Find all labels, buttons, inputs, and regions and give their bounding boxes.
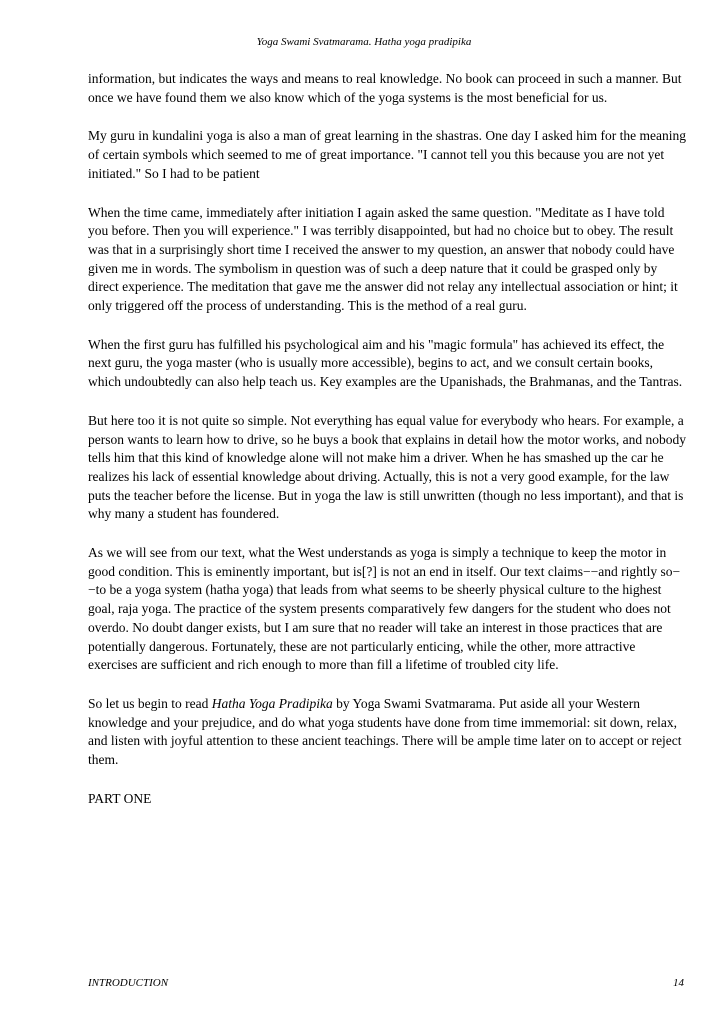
paragraph: My guru in kundalini yoga is also a man of great learning in the shastras. One day I asked him for the meaning of certain symbols which seemed to me of great importance. "I cannot tell you this because you are not yet initiated." So I had to be patient: [88, 128, 686, 181]
book-title: Hatha Yoga Pradipika: [211, 695, 333, 711]
paragraph: When the first guru has fulfilled his psychological aim and his "magic formula" has achieved its effect, the next guru, the yoga master (who is usually more accessible), begins to act, and we consult certain books, which undoubtedly can also help teach us. Key examples are the Upanishads, the Brahmanas, and the Tantras.: [88, 336, 683, 390]
closing-paragraph: [88, 695, 688, 770]
body-text: [88, 70, 688, 829]
running-header: Yoga Swami Svatmarama. Hatha yoga pradipika: [256, 36, 472, 48]
closing-text-after: by Yoga Swami Svatmarama. Put aside all your Western knowledge and your prejudice, and do what yoga students have done from time immemorial: sit down, relax, and listen with joyful attention to these ancient teachings. There will be ample time later on to accept or reject them.: [88, 695, 682, 768]
paragraph: information, but indicates the ways and means to real knowledge. No book can proceed in such a manner. But once we have found them we also know which of the yoga systems is the most beneficial for us.: [88, 71, 682, 105]
paragraph: When the time came, immediately after initiation I again asked the same question. "Meditate as I have told you before. Then you will experience." I was terribly disappointed, but had no choice but to obey. The result was that in a surprisingly short time I received the answer to my question, an answer that nobody could have given me in words. The symbolism in question was of such a deep nature that it could be grasped only by direct experience. The meditation that gave me the answer did not relay any intellectual association or hint; it only triggered off the process of understanding. This is the method of a real guru.: [88, 204, 678, 314]
closing-text-before: So let us begin to read: [88, 695, 212, 711]
paragraph: But here too it is not quite so simple. Not everything has equal value for everybody who hears. For example, a person wants to learn how to drive, so he buys a book that explains in detail how the motor works, and nobody tells him that this kind of knowledge alone will not make him a driver. When he has smashed up the car he realizes his lack of essential knowledge about driving. Actually, this is not a very good example, for the law puts the teacher before the license. But in yoga the law is still unwritten (though no less important), and that is why many a student has foundered.: [88, 412, 687, 522]
paragraph: As we will see from our text, what the West understands as yoga is simply a technique to keep the motor in good condition. This is eminently important, but is[?] is not an end in itself. Our text claims−−and rightly so−−to be a yoga system (hatha yoga) that leads from what seems to be sheerly physical culture to the highest goal, raja yoga. The practice of the system presents comparatively few dangers for the student who does not overdo. No doubt danger exists, but I am sure that no reader will take an interest in those practices that are potentially dangerous. Fortunately, these are not particularly enticing, while the other, more attractive exercises are sufficient and rich enough to more than fill a lifetime of troubled city life.: [88, 545, 681, 673]
page-number: 14: [673, 977, 684, 989]
footer-section-label: INTRODUCTION: [88, 977, 169, 989]
section-heading: PART ONE: [88, 790, 152, 806]
